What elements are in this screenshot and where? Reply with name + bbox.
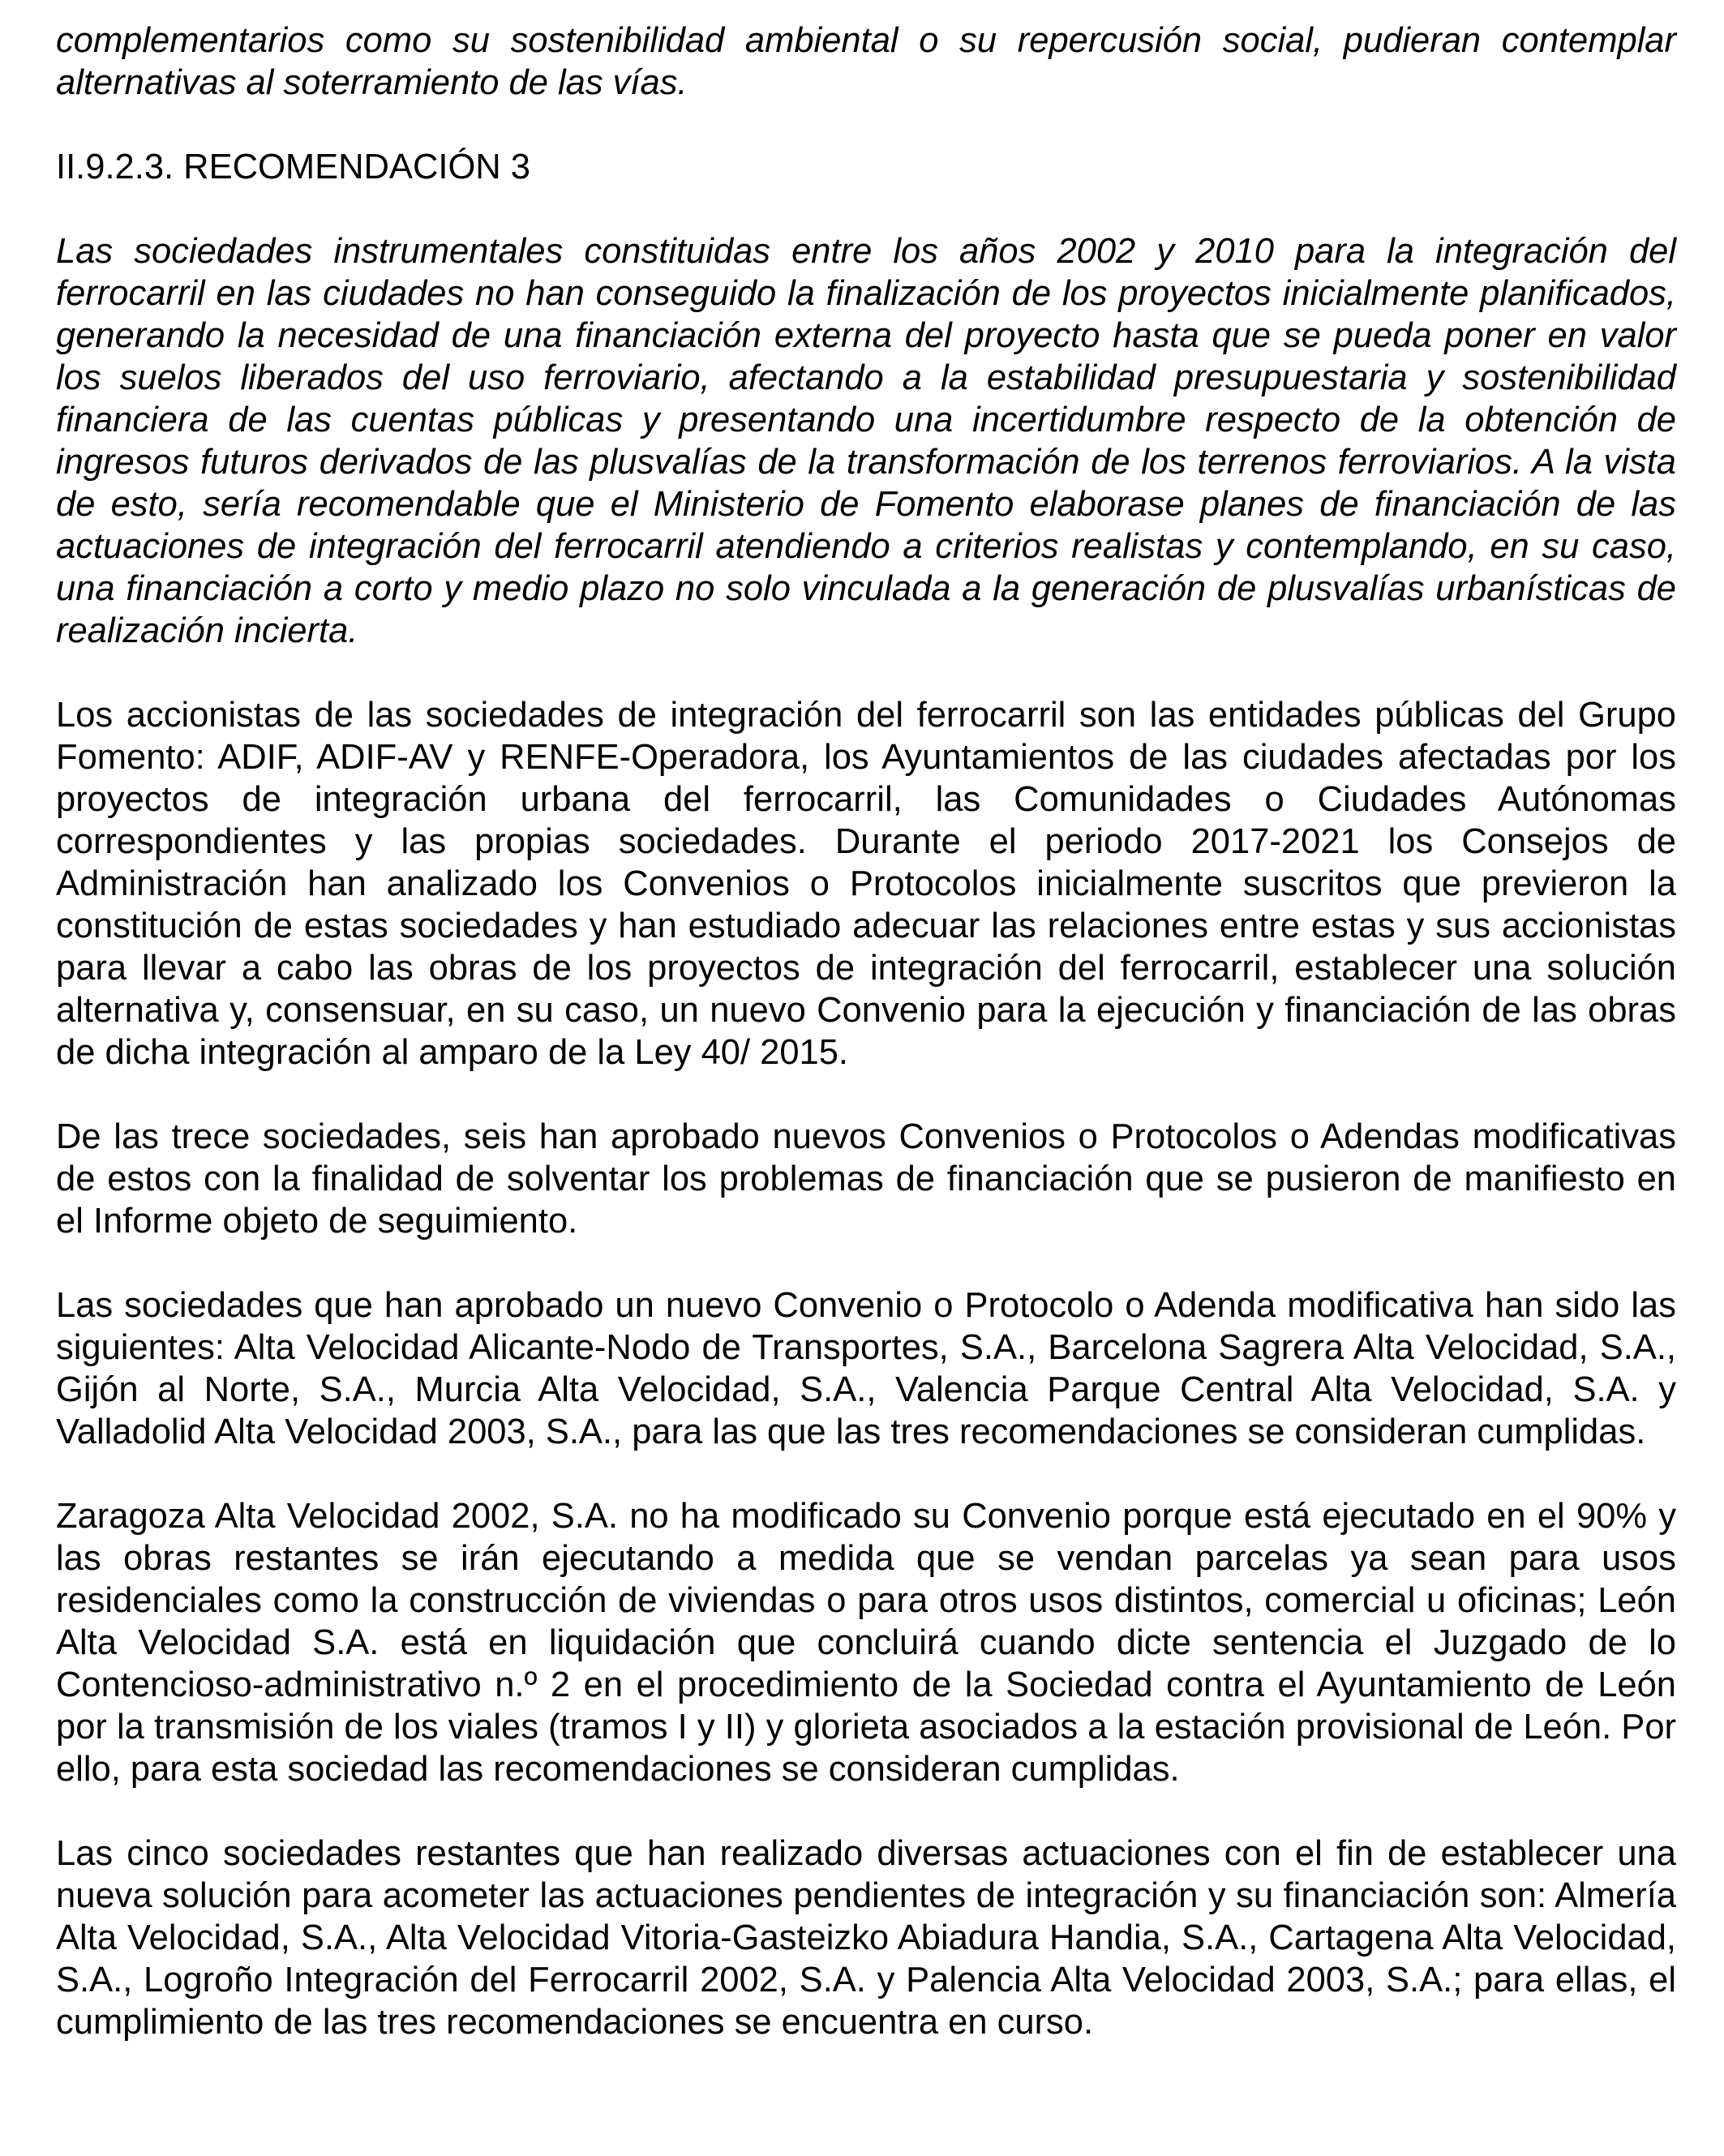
zaragoza-leon-paragraph: Zaragoza Alta Velocidad 2002, S.A. no ha modificado su Convenio porque está ejecutado en el 90% y las obras restantes se irán ejecutando a medida que se vendan parcelas ya sean para usos residenciales como la construcción de viviendas o para otros usos distintos, comercial u oficinas; León Alta Velocidad S.A. está en liquidación que concluirá cuando dicte sentencia el Juzgado de lo Contencioso-administrativo n.º 2 en el procedimiento de la Sociedad contra el Ayuntamiento de León por la transmisión de los viales (tramos I y II) y glorieta asociados a la estación provisional de León. Por ello, para esta sociedad las recomendaciones se consideran cumplidas.: [56, 1497, 1676, 1789]
recommendation-paragraph: Las sociedades instrumentales constituidas entre los años 2002 y 2010 para la integración del ferrocarril en las ciudades no han conseguido la finalización de los proyectos inicialmente planificados, generando la necesidad de una financiación externa del proyecto hasta que se pueda poner en valor los suelos liberados del uso ferroviario, afectando a la estabilidad presupuestaria y sostenibilidad financiera de las cuentas públicas y presentando una incertidumbre respecto de la obtención de ingresos futuros derivados de las plusvalías de la transformación de los terrenos ferroviarios. A la vista de esto, sería recomendable que el Ministerio de Fomento elaborase planes de financiación de las actuaciones de integración del ferrocarril atendiendo a criterios realistas y contemplando, en su caso, una financiación a corto y medio plazo no solo vinculada a la generación de plusvalías urbanísticas de realización incierta.: [56, 232, 1676, 650]
thirteen-companies-paragraph: De las trece sociedades, seis han aprobado nuevos Convenios o Protocolos o Adendas modificativas de estos con la finalidad de solventar los problemas de financiación que se pusieron de manifiesto en el Informe objeto de seguimiento.: [56, 1117, 1676, 1241]
shareholders-paragraph: Los accionistas de las sociedades de integración del ferrocarril son las entidades públicas del Grupo Fomento: ADIF, ADIF-AV y RENFE-Operadora, los Ayuntamientos de las ciudades afectadas por los proyectos de integración urbana del ferrocarril, las Comunidades o Ciudades Autónomas correspondientes y las propias sociedades. Durante el periodo 2017-2021 los Consejos de Administración han analizado los Convenios o Protocolos inicialmente suscritos que previeron la constitución de estas sociedades y han estudiado adecuar las relaciones entre estas y sus accionistas para llevar a cabo las obras de los proyectos de integración del ferrocarril, establecer una solución alternativa y, consensuar, en su caso, un nuevo Convenio para la ejecución y financiación de las obras de dicha integración al amparo de la Ley 40/ 2015.: [56, 696, 1676, 1072]
approved-companies-paragraph: Las sociedades que han aprobado un nuevo Convenio o Protocolo o Adenda modificativa han sido las siguientes: Alta Velocidad Alicante-Nodo de Transportes, S.A., Barcelona Sagrera Alta Velocidad, S.A., Gijón al Norte, S.A., Murcia Alta Velocidad, S.A., Valencia Parque Central Alta Velocidad, S.A. y Valladolid Alta Velocidad 2003, S.A., para las que las tres recomendaciones se consideran cumplidas.: [56, 1286, 1676, 1451]
section-heading: II.9.2.3. RECOMENDACIÓN 3: [56, 148, 530, 186]
intro-italic-paragraph: complementarios como su sostenibilidad ambiental o su repercusión social, pudieran contemplar alternativas al soterramiento de las vías.: [56, 21, 1676, 102]
document-page: [56, 19, 1676, 2043]
remaining-companies-paragraph: Las cinco sociedades restantes que han realizado diversas actuaciones con el fin de establecer una nueva solución para acometer las actuaciones pendientes de integración y su financiación son: Almería Alta Velocidad, S.A., Alta Velocidad Vitoria-Gasteizko Abiadura Handia, S.A., Cartagena Alta Velocidad, S.A., Logroño Integración del Ferrocarril 2002, S.A. y Palencia Alta Velocidad 2003, S.A.; para ellas, el cumplimiento de las tres recomendaciones se encuentra en curso.: [56, 1834, 1676, 2042]
